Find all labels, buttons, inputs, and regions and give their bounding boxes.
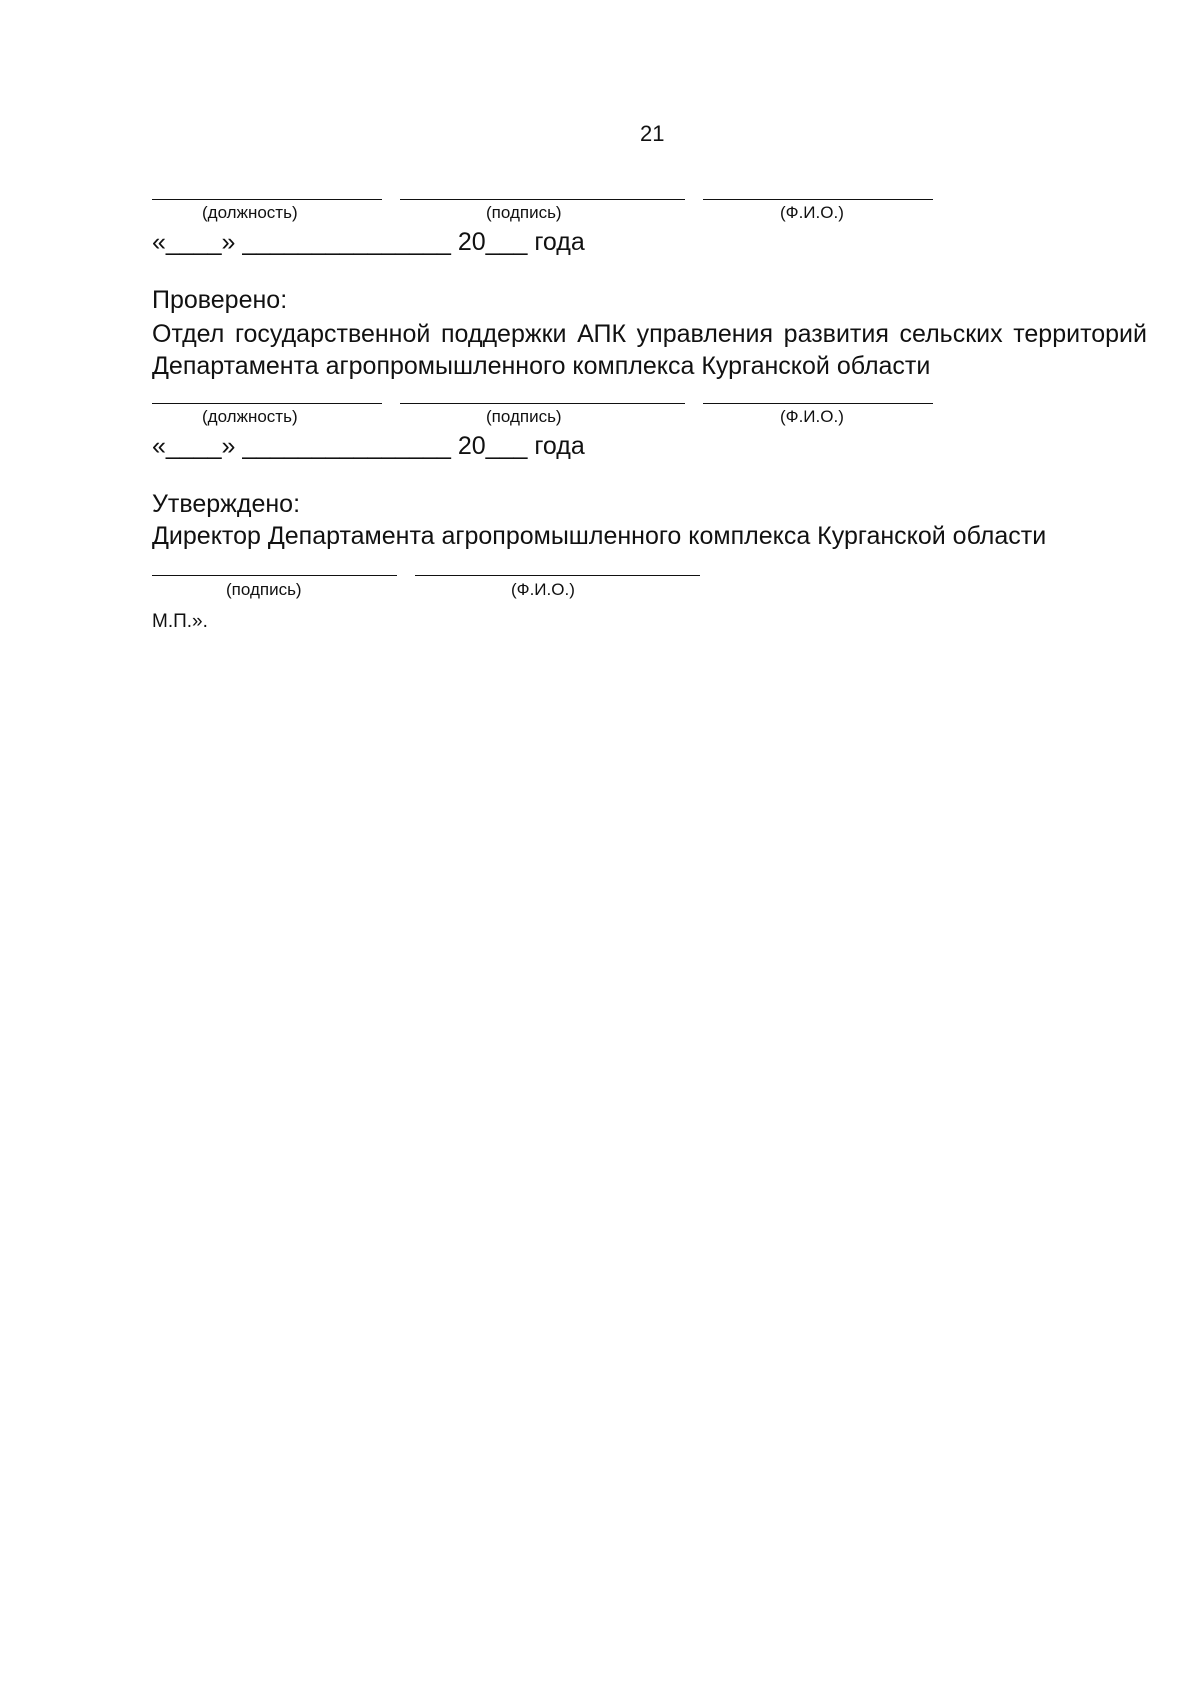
approved-heading: Утверждено: [152,490,301,518]
position-line [152,199,382,200]
fio-line [415,575,700,576]
checked-department: Отдел государственной поддержки АПК управления развития сельских территорий Департамента агропромышленного комплекса Курганской области [152,320,1147,380]
position-caption: (должность) [202,203,298,222]
signature-caption: (подпись) [486,203,562,222]
position-line [152,403,382,404]
approved-director: Директор Департамента агропромышленного комплекса Курганской области [152,522,1047,550]
stamp-place: М.П.». [152,611,208,632]
fio-line [703,199,933,200]
fio-caption: (Ф.И.О.) [780,203,844,222]
checked-heading: Проверено: [152,286,288,314]
signature-line [400,199,685,200]
position-caption: (должность) [202,407,298,426]
signature-caption: (подпись) [226,580,302,599]
page-number: 21 [640,121,665,146]
fio-caption: (Ф.И.О.) [780,407,844,426]
fio-caption: (Ф.И.О.) [511,580,575,599]
date-line: «____» _______________ 20___ года [152,432,585,460]
date-line: «____» _______________ 20___ года [152,228,585,256]
signature-caption: (подпись) [486,407,562,426]
fio-line [703,403,933,404]
signature-line [152,575,397,576]
signature-line [400,403,685,404]
